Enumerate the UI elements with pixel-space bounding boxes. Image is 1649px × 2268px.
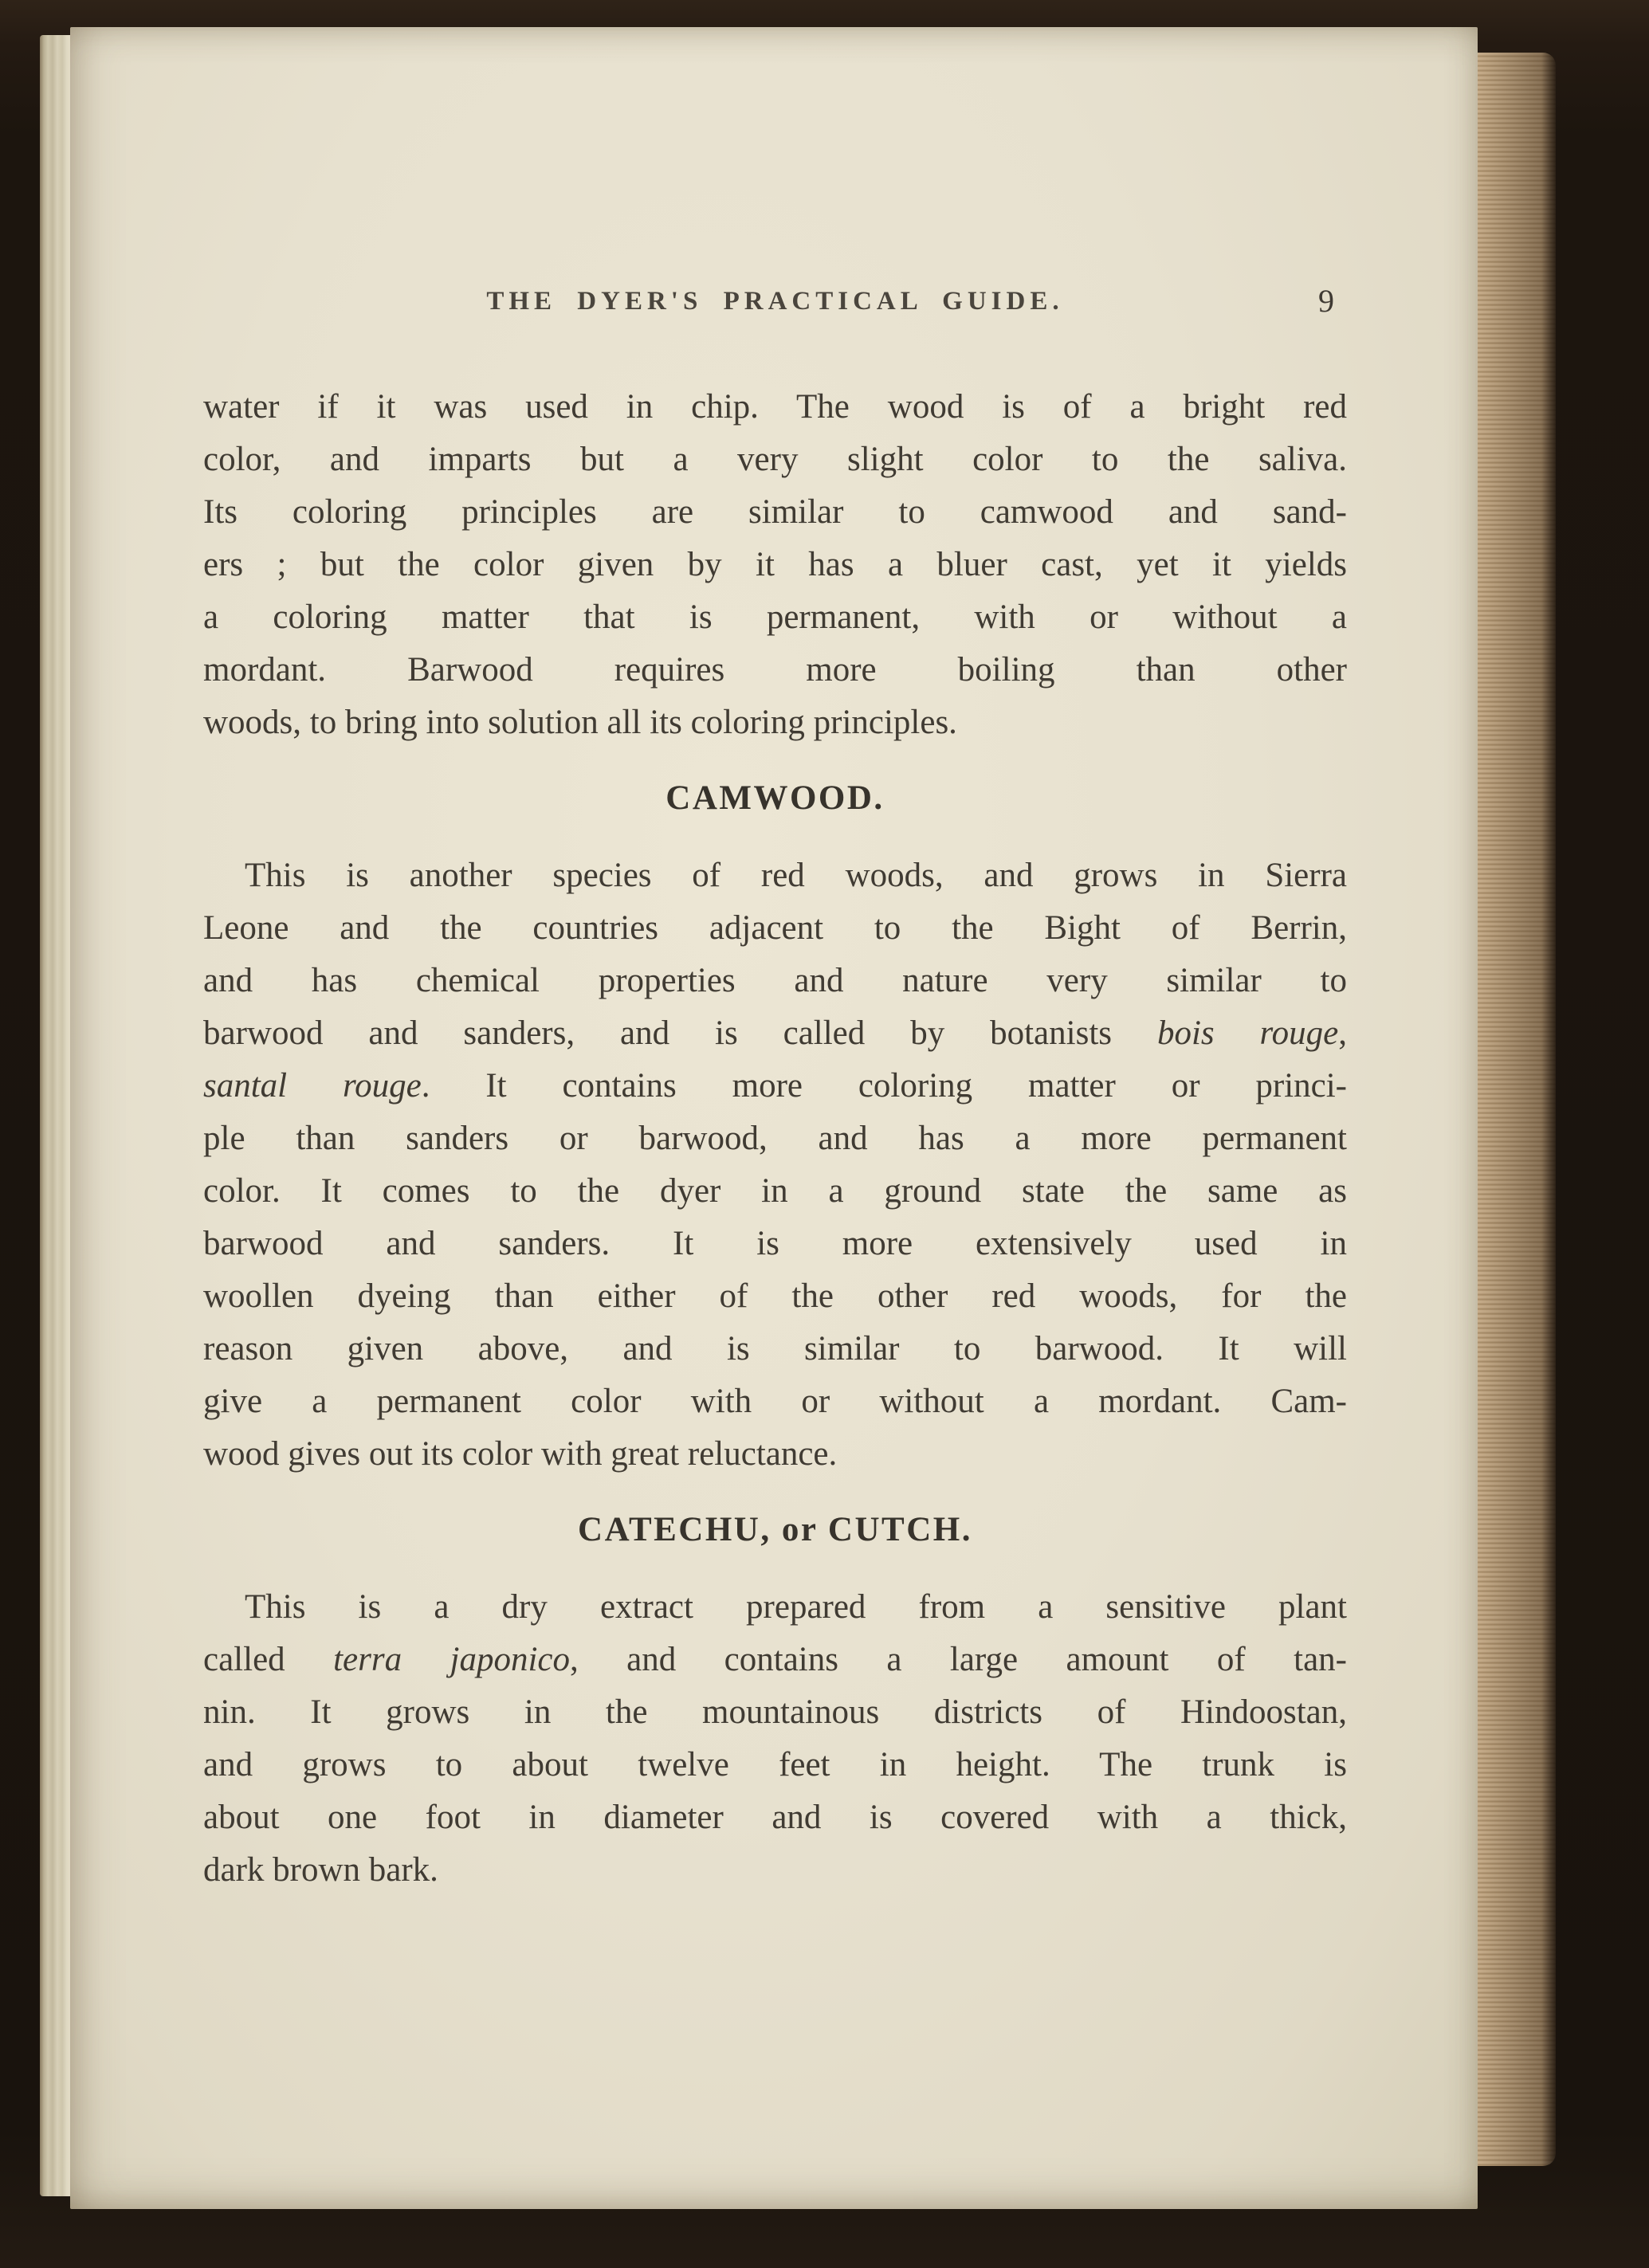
page-edges-right bbox=[1476, 53, 1556, 2166]
text-line: Leone and the countries adjacent to the Bight of Berrin, bbox=[203, 909, 1347, 947]
text-line: called terra japonico, and contains a large amount of tan- bbox=[203, 1641, 1347, 1678]
text-line: give a permanent color with or without a mordant. Cam- bbox=[203, 1383, 1347, 1420]
text-line: This is another species of red woods, and grows in Sierra bbox=[245, 857, 1347, 894]
paragraph bbox=[203, 1581, 1347, 1897]
text-line: mordant. Barwood requires more boiling than other bbox=[203, 651, 1347, 689]
running-title: THE DYER'S PRACTICAL GUIDE. bbox=[486, 287, 1064, 316]
italic-term: bois rouge bbox=[1156, 1014, 1339, 1052]
paragraph bbox=[203, 381, 1347, 749]
text-line: This is a dry extract prepared from a sensitive plant bbox=[245, 1588, 1347, 1626]
italic-term: terra japonico bbox=[333, 1641, 570, 1678]
text-line: barwood and sanders, and is called by botanists bois rouge, bbox=[203, 1014, 1348, 1052]
paragraph bbox=[203, 850, 1347, 1481]
text-line: color. It comes to the dyer in a ground state the same as bbox=[203, 1172, 1347, 1210]
text-line: barwood and sanders. It is more extensively used in bbox=[203, 1225, 1347, 1262]
text-line: woollen dyeing than either of the other red woods, for the bbox=[203, 1277, 1347, 1315]
text-line: woods, to bring into solution all its coloring principles. bbox=[203, 704, 957, 741]
text-line: color, and imparts but a very slight color to the saliva. bbox=[203, 441, 1347, 478]
text-line: and has chemical properties and nature very similar to bbox=[203, 962, 1347, 999]
section-heading: CAMWOOD. bbox=[665, 779, 885, 817]
text-line: reason given above, and is similar to barwood. It will bbox=[203, 1330, 1347, 1367]
italic-term: santal rouge bbox=[203, 1067, 422, 1105]
text-line: ple than sanders or barwood, and has a more permanent bbox=[203, 1120, 1347, 1157]
page-content bbox=[203, 381, 1347, 1897]
text-line: water if it was used in chip. The wood is of a bright red bbox=[203, 388, 1347, 426]
text-line: a coloring matter that is permanent, with or without a bbox=[203, 598, 1347, 636]
page-edges-left bbox=[40, 35, 72, 2196]
text-line: santal rouge. It contains more coloring matter or princi- bbox=[203, 1067, 1347, 1105]
text-line: wood gives out its color with great reluctance. bbox=[203, 1435, 838, 1473]
text-line: dark brown bark. bbox=[203, 1851, 438, 1889]
text-line: about one foot in diameter and is covered with a thick, bbox=[203, 1799, 1347, 1836]
book-page bbox=[70, 27, 1478, 2209]
page-header bbox=[203, 283, 1347, 324]
text-line: ers ; but the color given by it has a bluer cast, yet it yields bbox=[203, 546, 1347, 583]
page-number: 9 bbox=[1318, 283, 1334, 319]
text-column bbox=[203, 27, 1347, 1897]
text-line: and grows to about twelve feet in height. The trunk is bbox=[203, 1746, 1347, 1783]
text-line: Its coloring principles are similar to camwood and sand- bbox=[203, 493, 1347, 531]
text-line: nin. It grows in the mountainous districts of Hindoostan, bbox=[203, 1693, 1347, 1731]
section-heading: CATECHU, or CUTCH. bbox=[578, 1511, 972, 1548]
